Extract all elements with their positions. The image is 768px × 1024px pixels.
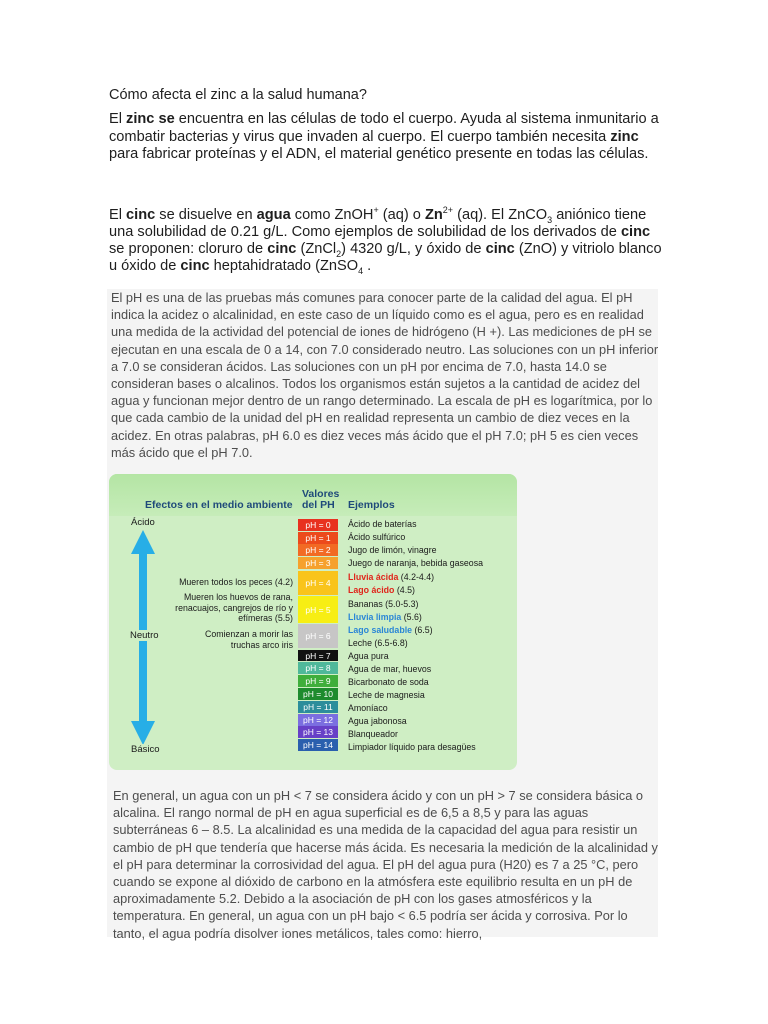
ph-level-box: pH = 1: [298, 532, 338, 544]
text: aniónico tiene una solubilidad de 0.21 g/L. Como ejemplos de solubilidad de los derivados de: [109, 207, 647, 240]
solubility-paragraph: [109, 207, 669, 275]
bold-term: cinc: [485, 241, 515, 257]
text: para fabricar proteínas y el ADN, el material genético presente en todas las células.: [109, 146, 649, 162]
example-label: [348, 729, 398, 739]
header-values-line1: Valores: [302, 488, 340, 500]
example-text: Agua de mar, huevos: [348, 664, 432, 674]
example-text: Lago saludable: [348, 625, 413, 635]
ph-scale-figure: [109, 474, 517, 770]
example-label: [348, 599, 418, 609]
example-text: Ácido de baterías: [348, 519, 417, 529]
example-label: [348, 664, 431, 674]
example-label: [348, 677, 429, 687]
page-title: Cómo afecta el zinc a la salud humana?: [109, 87, 367, 103]
ph-level-box: pH = 2: [298, 544, 338, 556]
subscript: 3: [547, 214, 553, 225]
bold-term: zinc se: [126, 111, 175, 127]
text: El: [109, 207, 127, 223]
axis-acid-label: Ácido: [131, 517, 155, 528]
axis-neutral-label: Neutro: [130, 630, 159, 641]
ph-level-box: pH = 11: [298, 701, 338, 713]
example-text: Juego de naranja, bebida gaseosa: [348, 558, 483, 568]
example-text: Lluvia limpia: [348, 612, 402, 622]
effect-frogs: Mueren los huevos de rana, renacuajos, cangrejos de río y efímeras (5.5): [175, 592, 293, 623]
arrow-up-icon: [131, 530, 155, 554]
ph-level-box: pH = 7: [298, 650, 338, 661]
text: como ZnOH: [290, 207, 374, 223]
bold-term: cinc: [620, 224, 651, 240]
ph-level-box: pH = 13: [298, 726, 338, 738]
text: (ZnCl: [296, 241, 337, 257]
bold-term: agua: [256, 207, 291, 223]
ph-level-box: pH = 5: [298, 596, 338, 623]
example-label: [348, 651, 389, 661]
example-text: Bicarbonato de soda: [348, 677, 429, 687]
example-label: [348, 558, 483, 568]
example-suffix: (4.2-4.4): [398, 572, 435, 582]
ph-level-box: pH = 9: [298, 675, 338, 687]
bold-term: Zn: [424, 207, 443, 223]
effect-trout: Comienzan a morir las truchas arco iris: [205, 629, 293, 650]
ph-level-box: pH = 4: [298, 571, 338, 595]
text: El: [109, 111, 127, 127]
text: ) 4320 g/L, y óxido de: [341, 241, 486, 257]
ph-level-box: pH = 6: [298, 624, 338, 648]
example-label: [348, 532, 405, 542]
zinc-paragraph: [109, 111, 669, 164]
example-label: [348, 612, 422, 622]
text: heptahidratado (ZnSO: [209, 258, 359, 274]
example-label: [348, 690, 425, 700]
ph-level-box: pH = 14: [298, 739, 338, 751]
ph-level-box: pH = 12: [298, 714, 338, 726]
header-examples: Ejemplos: [348, 499, 395, 511]
example-label: [348, 742, 476, 752]
example-text: Agua pura: [348, 651, 389, 661]
bold-term: cinc: [180, 258, 210, 274]
example-text: Lago ácido: [348, 585, 395, 595]
example-text: Jugo de limón, vinagre: [348, 545, 437, 555]
bold-term: cinc: [267, 241, 297, 257]
ph-intro-block: [107, 289, 658, 461]
example-text: Bananas (5.0-5.3): [348, 599, 419, 609]
header-values-line2: del PH: [302, 499, 335, 511]
text: (ZnO) y vitriolo blanco u óxido de: [109, 241, 662, 274]
example-suffix: (6.5): [412, 625, 433, 635]
ph-level-box: pH = 10: [298, 688, 338, 700]
example-label: [348, 585, 415, 595]
header-effects: Efectos en el medio ambiente: [145, 499, 293, 511]
text: (aq). El ZnCO: [453, 207, 548, 223]
text: se disuelve en: [155, 207, 257, 223]
example-label: [348, 572, 434, 582]
ph-level-box: pH = 8: [298, 662, 338, 674]
bold-term: zinc: [610, 128, 639, 145]
example-label: [348, 703, 388, 713]
ph-general-text: En general, un agua con un pH < 7 se considera ácido y con un pH > 7 se considera básica o alcalina. El rango normal de pH en agua superficial es de 6,5 a 8,5 y para las aguas subterráneas 6 – 8.5. La alcalinidad es una medida de la capacidad del agua para resistir un cambio de pH que tendería que hacerse más ácida. Es necesaria la medición de la alcalinidad y el pH para determinar la corrosividad del agua. El pH del agua pura (H20) es 7 a 25 °C, pero cuando se expone al dióxido de carbono en la atmósfera este equilibrio resulta en un pH de aproximadamente 5.2. Debido a la asociación de pH con los gases atmosféricos y la temperatura. En general, un agua con un pH bajo < 6.5 podría ser ácida y corrosiva. Por lo tanto, el agua podría disolver iones metálicos, tales como: hierro,: [113, 788, 658, 941]
example-text: Ácido sulfúrico: [348, 532, 406, 542]
example-text: Amoníaco: [348, 703, 388, 713]
superscript: 2+: [442, 205, 454, 216]
example-text: Leche de magnesia: [348, 690, 425, 700]
ph-intro-text: El pH es una de las pruebas más comunes para conocer parte de la calidad del agua. El pH indica la acidez o alcalinidad, en este caso de un líquido como es el agua, pero es en realidad una medida de la actividad del potencial de iones de hidrógeno (H +). Las mediciones de pH se ejecutan en una escala de 0 a 14, con 7.0 considerado neutro. Las soluciones con un pH inferior a 7.0 se consideran ácidos. Las soluciones con un pH por encima de 7.0, hasta 14.0 se consideran bases o alcalinos. Todos los organismos están sujetos a la cantidad de acidez del agua y funcionan mejor dentro de un rango determinado. La escala de pH es logarítmica, por lo que cada cambio de la unidad del pH en realidad representa un cambio de diez veces en la acidez. En otras palabras, pH 6.0 es diez veces más ácido que el pH 7.0; pH 5 es cien veces más ácido que el pH 7.0.: [111, 290, 659, 460]
subscript: 2: [336, 248, 342, 259]
ph-level-box: pH = 3: [298, 557, 338, 569]
text: (aq) o: [378, 207, 425, 223]
example-text: Blanqueador: [348, 729, 398, 739]
superscript: +: [373, 205, 379, 216]
example-suffix: (4.5): [394, 585, 415, 595]
example-text: Lluvia ácida: [348, 572, 399, 582]
subscript: 4: [358, 265, 364, 276]
text: se proponen: cloruro de: [109, 241, 268, 257]
example-label: [348, 716, 407, 726]
text: .: [363, 258, 372, 274]
effect-fish: Mueren todos los peces (4.2): [179, 577, 293, 587]
example-label: [348, 625, 433, 635]
ph-level-box: pH = 0: [298, 519, 338, 531]
example-label: [348, 519, 416, 529]
example-text: Agua jabonosa: [348, 716, 407, 726]
header-values: [302, 489, 339, 511]
axis-basic-label: Básico: [131, 744, 160, 755]
text: encuentra en las células de todo el cuerpo. Ayuda al sistema inmunitario a combatir bacterias y virus que invaden al cuerpo. El cuerpo también necesita: [109, 111, 659, 145]
example-suffix: (5.6): [401, 612, 422, 622]
arrow-down-icon: [131, 721, 155, 745]
bold-term: cinc: [126, 207, 156, 223]
ph-general-block: [107, 777, 658, 941]
example-label: [348, 638, 408, 648]
example-text: Limpiador líquido para desagües: [348, 742, 476, 752]
example-text: Leche (6.5-6.8): [348, 638, 408, 648]
example-label: [348, 545, 437, 555]
